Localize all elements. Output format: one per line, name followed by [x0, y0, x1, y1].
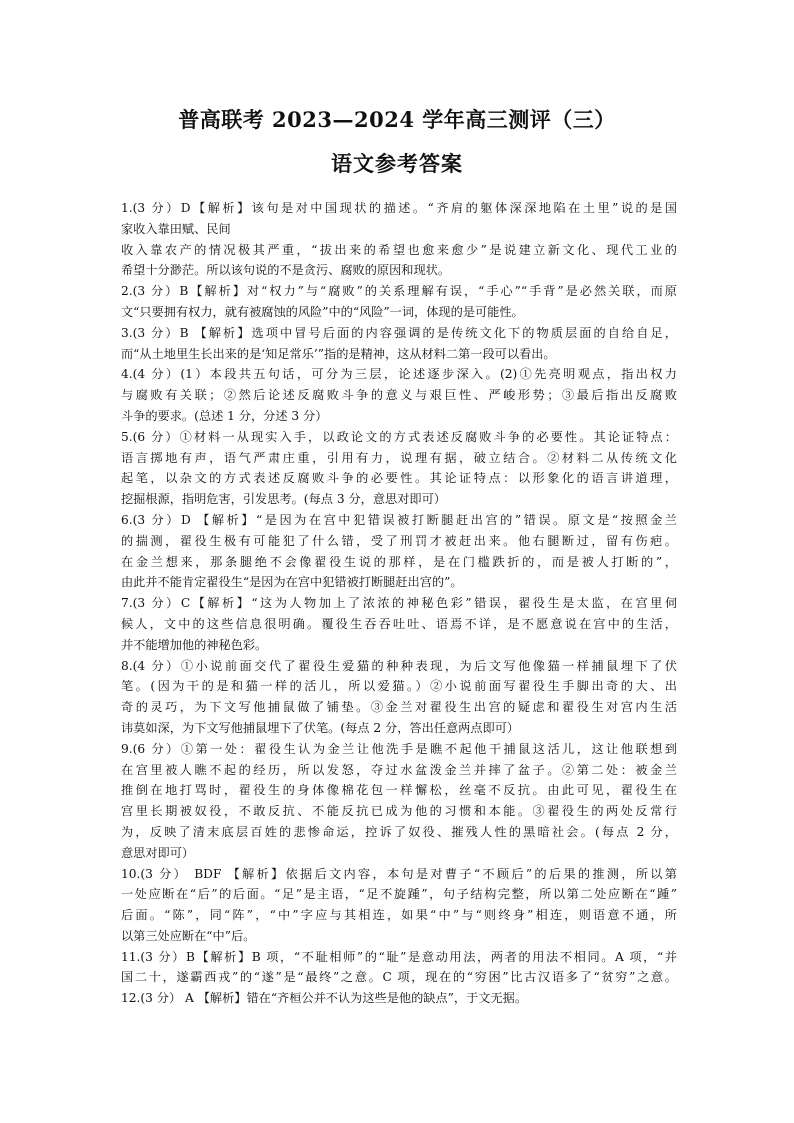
- text-line: 国二十，遂霸西戎”的“遂”是“最终”之意。C 项，现在的“穷困”比古汉语多了“贫穷”之意。: [121, 970, 677, 985]
- page-title: 普高联考 2023—2024 学年高三测评（三）: [178, 107, 616, 132]
- text-line: 5.(6 分）①材料一从现实入手，以政论文的方式表述反腐败斗争的必要性。其论证特点：: [121, 429, 677, 444]
- text-line: 候人，文中的这些信息很明确。覆役生吞吞吐吐、语焉不详，是不愿意说在宫中的生活，: [121, 616, 677, 631]
- text-line: 收入靠农产的情况极其严重，“拔出来的希望也愈来愈少”是说建立新文化、现代工业的: [121, 242, 677, 257]
- text-line: 的揣测，翟役生极有可能犯了什么错，受了刑罚才被赶出来。他右腿断过，留有伤疤。: [121, 533, 677, 548]
- text-line: 在金兰想来，那条腿绝不会像翟役生说的那样，是在门槛跌折的，而是被人打断的”，: [121, 554, 677, 569]
- text-line: 文“只要拥有权力，就有被腐蚀的风险”中的“风险”一词，体现的是可能性。: [121, 304, 524, 319]
- text-line: 2.(3 分）B【解析】对“权力”与“腐败”的关系理解有误，“手心”“手背”是必然关联，而原: [121, 284, 677, 299]
- text-line: 8.(4 分）①小说前面交代了翟役生爱猫的种种表现，为后文写他像猫一样捕鼠埋下了伏: [121, 658, 677, 673]
- text-line: 6.(3 分）D 【解析】“是因为在宫中犯错误被打断腿赶出宫的”错误。原文是“按照金兰: [121, 512, 677, 527]
- text-line: 与腐败有关联；②然后论述反腐败斗争的意义与艰巨性、严峻形势；③最后指出反腐败: [121, 388, 677, 403]
- text-line: 斗争的要求。(总述 1 分，分述 3 分）: [121, 408, 328, 423]
- text-line: 宫里长期被奴役，不敢反抗、不能反抗已成为他的习惯和本能。③翟役生的两处反常行: [121, 804, 677, 819]
- text-line: 10.(3 分） BDF 【解析】依据后文内容，本句是对曹子“不顾后”的后果的推测，所以第: [121, 866, 677, 881]
- text-line: 1.(3 分）D【解析】该句是对中国现状的描述。“齐肩的躯体深深地陷在土里”说的是国: [121, 201, 677, 215]
- text-line: 而“从土地里生长出来的是‘知足常乐’”指的是精神，这从材料二第一段可以看出。: [121, 346, 556, 361]
- text-line: 希望十分渺茫。所以该句说的不是贪污、腐败的原因和现状。: [121, 263, 451, 278]
- text-line: 3.(3 分）B 【解析】选项中冒号后面的内容强调的是传统文化下的物质层面的自给自足，: [121, 325, 677, 340]
- text-line: 后面。“陈”，同“阵”，“中”字应与其相连，如果“中”与“则终身”相连，则语意不通，所: [121, 908, 677, 923]
- text-line: 一处应断在“后”的后面。“足”是主语，“足不旋踵”，句子结构完整，所以第二处应断在“踵”: [121, 887, 677, 902]
- text-line: 9.(6 分）①第一处：翟役生认为金兰让他洗手是瞧不起他干捕鼠这活儿，这让他联想到: [121, 741, 677, 756]
- text-line: 为，反映了清末底层百姓的悲惨命运，控诉了奴役、摧残人性的黑暗社会。(每点 2 分，: [121, 824, 677, 839]
- text-line: 家收入靠田赋、民间: [121, 221, 231, 236]
- text-line: 4.(4 分）(1）本段共五句话，可分为三层，论述逐步深入。(2)①先亮明观点，指出权力: [121, 367, 677, 382]
- text-line: 在宫里被人瞧不起的经历，所以发怒，夺过水盆泼金兰并摔了盆子。②第二处：被金兰: [121, 762, 677, 777]
- text-line: 推倒在地打骂时，翟役生的身体像棉花包一样懈松，丝毫不反抗。由此可见，翟役生在: [121, 783, 677, 798]
- text-line: 12.(3 分） A 【解析】错在“齐桓公并不认为这些是他的缺点”，于文无据。: [121, 991, 528, 1006]
- text-line: 挖掘根源，指明危害，引发思考。(每点 3 分，意思对即可）: [121, 492, 446, 507]
- text-line: 7.(3 分）C【解析】“这为人物加上了浓浓的神秘色彩”错误，翟役生是太监，在宫里伺: [121, 596, 677, 611]
- text-line: 以第三处应断在“中”后。: [121, 928, 256, 943]
- text-line: 11.(3 分）B【解析】B 项，“不耻相师”的“耻”是意动用法，两者的用法不相同。A 项，“并: [121, 949, 677, 964]
- text-line: 讳莫如深，为下文写他捕鼠埋下了伏笔。(每点 2 分，答出任意两点即可）: [121, 720, 520, 735]
- text-line: 笔。(因为干的是和猫一样的活儿，所以爱猫。）②小说前面写翟役生手脚出奇的大、出: [121, 679, 677, 694]
- answer-body: [121, 198, 677, 1009]
- text-line: 并不能增加他的神秘色彩。: [121, 637, 268, 652]
- text-line: 语言掷地有声，语气严肃庄重，引用有力，说理有据，破立结合。②材料二从传统文化: [121, 450, 677, 465]
- text-line: 由此并不能肯定翟役生“是因为在宫中犯错被打断腿赶出宫的”。: [121, 575, 463, 590]
- page-subtitle: 语文参考答案: [331, 151, 463, 176]
- text-line: 起笔，以杂文的方式表述反腐败斗争的必要性。其论证特点：以形象化的语言讲道理，: [121, 471, 677, 486]
- text-line: 意思对即可）: [121, 845, 195, 860]
- text-line: 奇的灵巧，为下文写他捕鼠做了铺垫。③金兰对翟役生出宫的疑虑和翟役生对宫内生活: [121, 700, 677, 715]
